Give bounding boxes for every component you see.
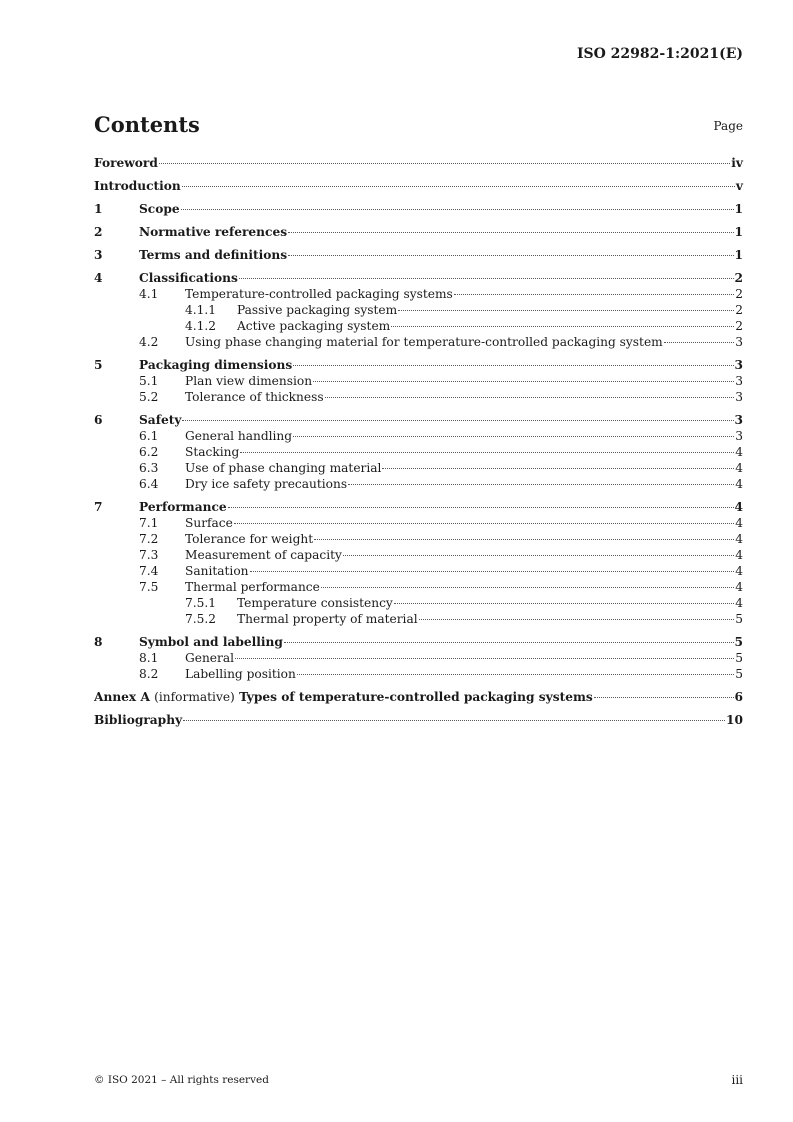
toc-number: 8.1 xyxy=(139,651,159,665)
toc-number: 4 xyxy=(94,271,103,285)
toc-title: Thermal performance xyxy=(185,580,320,594)
toc-title: Symbol and labelling xyxy=(139,635,283,649)
toc-page: 4 xyxy=(735,445,743,459)
dot-leader xyxy=(343,555,734,556)
toc-page: 3 xyxy=(735,390,743,404)
toc-title: Classifications xyxy=(139,271,238,285)
toc-entry-4-2[interactable] xyxy=(94,334,743,350)
dot-leader xyxy=(391,326,734,327)
toc-title: Performance xyxy=(139,500,227,514)
toc-page: 5 xyxy=(734,635,743,649)
toc-title: Tolerance for weight xyxy=(185,532,314,546)
dot-leader xyxy=(159,163,730,164)
toc-number: 6.2 xyxy=(139,445,159,459)
toc-number: 5.2 xyxy=(139,390,159,404)
annex-prefix: Annex A xyxy=(94,690,150,704)
toc-title: Thermal property of material xyxy=(237,612,418,626)
dot-leader xyxy=(228,507,734,508)
toc-entry-4-1-2[interactable] xyxy=(94,318,743,334)
toc-title: General xyxy=(185,651,234,665)
toc-number: 7.1 xyxy=(139,516,159,530)
toc-page: 1 xyxy=(734,248,743,262)
toc-title: General handling xyxy=(185,429,293,443)
toc-page: 4 xyxy=(735,564,743,578)
toc-title: Dry ice safety precautions xyxy=(185,477,348,491)
dot-leader xyxy=(288,232,733,233)
toc-number: 7.4 xyxy=(139,564,159,578)
dot-leader xyxy=(382,468,734,469)
toc-number: 7.2 xyxy=(139,532,159,546)
toc-page: 2 xyxy=(735,303,743,317)
toc-title: Use of phase changing material xyxy=(185,461,382,475)
toc-page: 1 xyxy=(734,225,743,239)
toc-number: 4.1 xyxy=(139,287,159,301)
dot-leader xyxy=(394,603,734,604)
toc-number: 4.2 xyxy=(139,335,159,349)
toc-page: 3 xyxy=(734,358,743,372)
toc-entry-introduction[interactable] xyxy=(94,178,743,194)
toc-page: 2 xyxy=(735,287,743,301)
toc-page: 3 xyxy=(735,335,743,349)
toc-title: Stacking xyxy=(185,445,240,459)
toc-entry-7-5[interactable] xyxy=(94,579,743,595)
toc-number: 7 xyxy=(94,500,103,514)
toc-title: Surface xyxy=(185,516,233,530)
toc-title: Sanitation xyxy=(185,564,249,578)
toc-title: Labelling position xyxy=(185,667,296,681)
toc-page: 5 xyxy=(735,651,743,665)
toc-page: 2 xyxy=(734,271,743,285)
toc-number: 2 xyxy=(94,225,103,239)
toc-page: 5 xyxy=(735,667,743,681)
dot-leader xyxy=(348,484,734,485)
toc-page: 4 xyxy=(735,548,743,562)
toc-entry-7[interactable] xyxy=(94,499,743,515)
toc-number: 6.1 xyxy=(139,429,159,443)
toc-title: Packaging dimensions xyxy=(139,358,293,372)
toc-entry-8-2[interactable] xyxy=(94,666,743,682)
toc-title: Passive packaging system xyxy=(237,303,398,317)
toc-title: Terms and definitions xyxy=(139,248,288,262)
annex-title: Types of temperature-controlled packaging systems xyxy=(239,690,593,704)
dot-leader xyxy=(293,436,734,437)
toc-entry-4-1[interactable] xyxy=(94,286,743,302)
table-of-contents xyxy=(94,155,743,728)
toc-number: 7.5.2 xyxy=(185,612,217,626)
toc-number: 3 xyxy=(94,248,103,262)
toc-page: v xyxy=(735,179,743,193)
dot-leader xyxy=(250,571,735,572)
toc-page: 6 xyxy=(734,690,743,704)
toc-entry-7-5-1[interactable] xyxy=(94,595,743,611)
toc-number: 7.5.1 xyxy=(185,596,217,610)
toc-title: Foreword xyxy=(94,156,158,170)
toc-page: iv xyxy=(731,156,743,170)
dot-leader xyxy=(235,658,734,659)
toc-number: 8.2 xyxy=(139,667,159,681)
toc-page: 5 xyxy=(735,612,743,626)
toc-entry-8[interactable] xyxy=(94,634,743,650)
page-title: Contents xyxy=(94,112,200,137)
toc-entry-7-3[interactable] xyxy=(94,547,743,563)
toc-entry-5[interactable] xyxy=(94,357,743,373)
toc-title xyxy=(94,689,593,705)
toc-title: Bibliography xyxy=(94,713,183,727)
toc-page: 4 xyxy=(735,532,743,546)
toc-title: Introduction xyxy=(94,179,181,193)
toc-number: 7.3 xyxy=(139,548,159,562)
dot-leader xyxy=(454,294,734,295)
toc-number: 6.4 xyxy=(139,477,159,491)
toc-entry-7-5-2[interactable] xyxy=(94,611,743,627)
toc-number: 6.3 xyxy=(139,461,159,475)
page-column-label: Page xyxy=(713,119,743,133)
toc-entry-5-2[interactable] xyxy=(94,389,743,405)
toc-number: 6 xyxy=(94,413,103,427)
dot-leader xyxy=(181,209,734,210)
toc-title: Measurement of capacity xyxy=(185,548,342,562)
page-number: iii xyxy=(731,1073,743,1087)
dot-leader xyxy=(239,278,734,279)
toc-number: 5.1 xyxy=(139,374,159,388)
toc-number: 8 xyxy=(94,635,103,649)
toc-title: Safety xyxy=(139,413,182,427)
toc-entry-1[interactable] xyxy=(94,201,743,217)
toc-entry-6[interactable] xyxy=(94,412,743,428)
toc-entry-7-4[interactable] xyxy=(94,563,743,579)
dot-leader xyxy=(234,523,734,524)
dot-leader xyxy=(284,642,734,643)
dot-leader xyxy=(183,720,725,721)
toc-page: 4 xyxy=(734,500,743,514)
toc-page: 1 xyxy=(734,202,743,216)
dot-leader xyxy=(594,697,734,698)
toc-entry-4[interactable] xyxy=(94,270,743,286)
toc-number: 4.1.2 xyxy=(185,319,217,333)
dot-leader xyxy=(314,539,734,540)
toc-number: 1 xyxy=(94,202,103,216)
dot-leader xyxy=(398,310,734,311)
toc-title: Using phase changing material for temperature-controlled packaging system xyxy=(185,335,663,349)
toc-number: 4.1.1 xyxy=(185,303,217,317)
toc-title: Temperature consistency xyxy=(237,596,393,610)
toc-entry-5-1[interactable] xyxy=(94,373,743,389)
toc-entry-6-1[interactable] xyxy=(94,428,743,444)
toc-entry-3[interactable] xyxy=(94,247,743,263)
dot-leader xyxy=(182,186,735,187)
toc-entry-2[interactable] xyxy=(94,224,743,240)
toc-entry-8-1[interactable] xyxy=(94,650,743,666)
toc-page: 10 xyxy=(726,713,743,727)
toc-entry-4-1-1[interactable] xyxy=(94,302,743,318)
dot-leader xyxy=(419,619,735,620)
toc-title: Normative references xyxy=(139,225,288,239)
dot-leader xyxy=(664,342,735,343)
toc-page: 3 xyxy=(735,374,743,388)
dot-leader xyxy=(182,420,733,421)
dot-leader xyxy=(297,674,734,675)
toc-title: Tolerance of thickness xyxy=(185,390,324,404)
dot-leader xyxy=(240,452,734,453)
toc-page: 4 xyxy=(735,596,743,610)
toc-entry-annex-a[interactable] xyxy=(94,689,743,705)
toc-entry-7-1[interactable] xyxy=(94,515,743,531)
toc-title: Scope xyxy=(139,202,180,216)
toc-page: 2 xyxy=(735,319,743,333)
dot-leader xyxy=(293,365,733,366)
copyright-notice: © ISO 2021 – All rights reserved xyxy=(94,1074,269,1086)
document-reference: ISO 22982-1:2021(E) xyxy=(576,46,743,62)
toc-page: 4 xyxy=(735,516,743,530)
dot-leader xyxy=(321,587,734,588)
dot-leader xyxy=(288,255,733,256)
toc-title: Temperature-controlled packaging systems xyxy=(185,287,453,301)
toc-title: Active packaging system xyxy=(237,319,391,333)
toc-title: Plan view dimension xyxy=(185,374,313,388)
toc-page: 3 xyxy=(735,429,743,443)
dot-leader xyxy=(313,381,734,382)
toc-entry-6-2[interactable] xyxy=(94,444,743,460)
toc-page: 4 xyxy=(735,461,743,475)
toc-page: 3 xyxy=(734,413,743,427)
toc-page: 4 xyxy=(735,477,743,491)
toc-entry-6-4[interactable] xyxy=(94,476,743,492)
dot-leader xyxy=(325,397,735,398)
toc-entry-6-3[interactable] xyxy=(94,460,743,476)
toc-entry-7-2[interactable] xyxy=(94,531,743,547)
annex-qualifier: (informative) xyxy=(154,690,235,704)
toc-entry-bibliography[interactable] xyxy=(94,712,743,728)
toc-entry-foreword[interactable] xyxy=(94,155,743,171)
toc-page: 4 xyxy=(735,580,743,594)
toc-number: 7.5 xyxy=(139,580,159,594)
toc-number: 5 xyxy=(94,358,103,372)
